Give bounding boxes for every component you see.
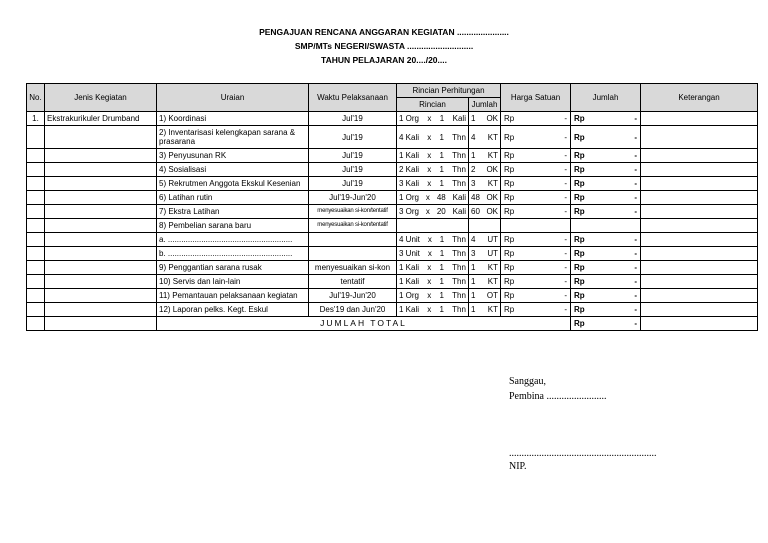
cell-jenis (45, 289, 157, 303)
table-row (27, 261, 758, 275)
harga-dash: - (564, 249, 568, 258)
rincian-x: x (427, 132, 432, 142)
harga-dash: - (564, 193, 568, 202)
cell-jumlah (571, 275, 641, 289)
cell-jenis (45, 219, 157, 233)
cell-jenis (45, 275, 157, 289)
cell-keterangan (641, 303, 758, 317)
jumlah-unit: KT (487, 277, 499, 286)
harga-dash: - (564, 291, 568, 300)
cell-jumlah-unit (469, 191, 501, 205)
cell-no (27, 191, 45, 205)
cell-jenis (45, 205, 157, 219)
harga-dash: - (564, 151, 568, 160)
harga-dash: - (564, 305, 568, 314)
year-line: TAHUN PELAJARAN 20..../20.... (321, 55, 447, 65)
col-keterangan: Keterangan (641, 84, 758, 112)
cell-harga (501, 219, 571, 233)
cell-jumlah-unit (469, 205, 501, 219)
rincian-x: x (425, 193, 430, 202)
jumlah-qty: 3 (471, 249, 476, 258)
cell-jenis (45, 303, 157, 317)
table-row (27, 219, 758, 233)
jumlah-qty: 1 (471, 151, 476, 160)
cell-jumlah-unit (469, 289, 501, 303)
harga-rp: Rp (504, 179, 515, 188)
rincian-qty: 3 Org (399, 207, 420, 216)
cell-jumlah-unit (469, 126, 501, 149)
col-uraian: Uraian (157, 84, 309, 112)
rincian-unit: Thn (452, 263, 466, 272)
rincian-x: x (427, 291, 432, 300)
cell-uraian: 10) Servis dan lain-lain (157, 275, 309, 289)
cell-rincian (397, 261, 469, 275)
cell-rincian (397, 163, 469, 177)
cell-uraian: 3) Penyusunan RK (157, 149, 309, 163)
cell-jumlah-unit (469, 247, 501, 261)
col-waktu: Waktu Pelaksanaan (309, 84, 397, 112)
jumlah-qty: 2 (471, 165, 476, 174)
rincian-qty: 3 Kali (399, 179, 420, 188)
jumlah-dash: - (634, 151, 638, 160)
cell-waktu: Jul'19 (309, 177, 397, 191)
harga-dash: - (564, 114, 568, 123)
rincian-num: 1 (439, 263, 444, 272)
total-no (27, 317, 45, 331)
cell-uraian: 6) Latihan rutin (157, 191, 309, 205)
cell-uraian: 2) Inventarisasi kelengkapan sarana & prasarana (157, 126, 309, 149)
cell-no (27, 275, 45, 289)
jumlah-rp: Rp (574, 165, 585, 174)
table-row (27, 205, 758, 219)
signature-role: Pembina ........................ (509, 391, 607, 402)
jumlah-dash: - (634, 207, 638, 216)
jumlah-rp: Rp (574, 235, 585, 244)
harga-rp: Rp (504, 207, 515, 216)
jumlah-rp: Rp (574, 193, 585, 202)
rincian-qty: 1 Kali (399, 263, 420, 272)
harga-dash: - (564, 277, 568, 286)
jumlah-rp: Rp (574, 207, 585, 216)
jumlah-qty: 1 (471, 114, 476, 123)
rincian-qty: 1 Kali (399, 277, 420, 286)
cell-jumlah (571, 303, 641, 317)
jumlah-qty: 1 (471, 263, 476, 272)
jumlah-rp: Rp (574, 263, 585, 272)
jumlah-dash: - (634, 249, 638, 258)
cell-keterangan (641, 219, 758, 233)
table-row (27, 149, 758, 163)
rincian-num: 1 (439, 291, 444, 300)
cell-jenis (45, 163, 157, 177)
cell-no (27, 289, 45, 303)
cell-harga (501, 303, 571, 317)
rincian-num: 1 (439, 305, 444, 314)
cell-rincian (397, 205, 469, 219)
school-line: SMP/MTs NEGERI/SWASTA ............................ (294, 41, 474, 51)
jumlah-dash: - (634, 291, 638, 300)
rincian-qty: 2 Kali (399, 165, 420, 174)
cell-keterangan (641, 149, 758, 163)
jumlah-dash: - (634, 179, 638, 188)
jumlah-qty: 1 (471, 305, 476, 314)
cell-jenis (45, 191, 157, 205)
total-label: JUMLAH TOTAL (157, 317, 571, 331)
jumlah-unit: OK (486, 114, 499, 123)
jumlah-rp: Rp (574, 179, 585, 188)
cell-jumlah (571, 191, 641, 205)
cell-harga (501, 177, 571, 191)
table-row (27, 275, 758, 289)
col-jenis: Jenis Kegiatan (45, 84, 157, 112)
rincian-unit: Thn (452, 165, 466, 174)
rincian-qty: 1 Org (399, 291, 420, 300)
jumlah-unit: UT (487, 235, 499, 244)
cell-harga (501, 205, 571, 219)
rincian-num: 1 (439, 114, 445, 123)
cell-jumlah (571, 112, 641, 126)
rincian-unit: Kali (452, 207, 466, 216)
rincian-num: 48 (436, 193, 446, 202)
rincian-qty: 1 Kali (399, 151, 420, 160)
signature-place: Sanggau, (509, 376, 546, 387)
cell-rincian (397, 233, 469, 247)
jumlah-dash: - (634, 114, 638, 123)
jumlah-qty: 3 (471, 179, 476, 188)
cell-jenis (45, 261, 157, 275)
col-no: No. (27, 84, 45, 112)
table-row (27, 191, 758, 205)
harga-rp: Rp (504, 114, 515, 123)
harga-rp: Rp (504, 235, 515, 244)
cell-rincian (397, 247, 469, 261)
jumlah-unit: KT (487, 305, 499, 314)
cell-harga (501, 261, 571, 275)
cell-no (27, 205, 45, 219)
cell-jumlah-unit (469, 112, 501, 126)
rincian-unit: Thn (452, 235, 466, 244)
col-harga: Harga Satuan (501, 84, 571, 112)
table-row (27, 163, 758, 177)
cell-jenis: Ekstrakurikuler Drumband (45, 112, 157, 126)
cell-jenis (45, 247, 157, 261)
cell-waktu: Jul'19 (309, 163, 397, 177)
rincian-x: x (427, 277, 432, 286)
jumlah-qty: 48 (471, 193, 480, 202)
cell-uraian: 5) Rekrutmen Anggota Ekskul Kesenian (157, 177, 309, 191)
rincian-x: x (427, 305, 432, 314)
jumlah-rp: Rp (574, 132, 585, 142)
jumlah-unit: OK (486, 165, 499, 174)
table-row (27, 126, 758, 149)
jumlah-rp: Rp (574, 114, 585, 123)
harga-rp: Rp (504, 291, 515, 300)
rincian-num: 1 (439, 179, 444, 188)
cell-keterangan (641, 126, 758, 149)
jumlah-dash: - (634, 132, 638, 142)
cell-waktu: Jul'19-Jun'20 (309, 289, 397, 303)
jumlah-unit: KT (487, 151, 499, 160)
rincian-unit: Thn (452, 249, 466, 258)
cell-keterangan (641, 205, 758, 219)
cell-jumlah-unit (469, 177, 501, 191)
total-row (27, 317, 758, 331)
cell-jumlah (571, 149, 641, 163)
cell-waktu: Jul'19 (309, 126, 397, 149)
budget-table (26, 83, 758, 331)
cell-uraian: 7) Ekstra Latihan (157, 205, 309, 219)
jumlah-dash: - (634, 277, 638, 286)
jumlah-dash: - (634, 193, 638, 202)
cell-harga (501, 247, 571, 261)
total-dash: - (634, 319, 638, 328)
cell-waktu (309, 247, 397, 261)
rincian-qty: 4 Kali (399, 132, 420, 142)
harga-rp: Rp (504, 305, 515, 314)
cell-harga (501, 191, 571, 205)
jumlah-dash: - (634, 235, 638, 244)
jumlah-qty: 60 (471, 207, 480, 216)
jumlah-qty: 4 (471, 235, 476, 244)
harga-rp: Rp (504, 165, 515, 174)
jumlah-qty: 1 (471, 291, 476, 300)
cell-uraian: 1) Koordinasi (157, 112, 309, 126)
rincian-x: x (427, 114, 432, 123)
cell-no (27, 163, 45, 177)
rincian-num: 1 (439, 277, 444, 286)
cell-no (27, 126, 45, 149)
table-row (27, 303, 758, 317)
cell-rincian (397, 112, 469, 126)
jumlah-qty: 4 (471, 132, 476, 142)
cell-harga (501, 289, 571, 303)
harga-dash: - (564, 179, 568, 188)
rincian-qty: 3 Unit (399, 249, 420, 258)
rincian-x: x (425, 207, 430, 216)
cell-keterangan (641, 275, 758, 289)
harga-dash: - (564, 132, 568, 142)
table-row (27, 112, 758, 126)
cell-jumlah (571, 205, 641, 219)
cell-harga (501, 233, 571, 247)
cell-waktu: menyesuaikan si-kon (309, 261, 397, 275)
rincian-num: 1 (439, 151, 444, 160)
jumlah-unit: UT (487, 249, 499, 258)
table-row (27, 289, 758, 303)
rincian-x: x (427, 151, 432, 160)
cell-rincian (397, 149, 469, 163)
rincian-x: x (427, 179, 432, 188)
jumlah-dash: - (634, 165, 638, 174)
signature-nip: NIP. (509, 461, 527, 472)
cell-jumlah-unit (469, 219, 501, 233)
cell-harga (501, 275, 571, 289)
header-row (27, 84, 758, 98)
jumlah-unit: OK (486, 207, 499, 216)
cell-rincian (397, 177, 469, 191)
cell-waktu: Jul'19 (309, 112, 397, 126)
rincian-num: 1 (439, 249, 445, 258)
cell-keterangan (641, 289, 758, 303)
cell-keterangan (641, 191, 758, 205)
cell-rincian (397, 303, 469, 317)
cell-keterangan (641, 261, 758, 275)
cell-keterangan (641, 177, 758, 191)
jumlah-unit: KT (487, 263, 499, 272)
rincian-num: 20 (436, 207, 446, 216)
cell-jumlah (571, 219, 641, 233)
harga-rp: Rp (504, 132, 515, 142)
cell-no (27, 233, 45, 247)
harga-dash: - (564, 165, 568, 174)
cell-jumlah-unit (469, 275, 501, 289)
cell-jumlah (571, 163, 641, 177)
cell-no (27, 303, 45, 317)
col-rincian-group: Rincian Perhitungan (397, 84, 501, 98)
cell-jenis (45, 126, 157, 149)
jumlah-rp: Rp (574, 291, 585, 300)
cell-no (27, 149, 45, 163)
cell-jumlah-unit (469, 233, 501, 247)
cell-no (27, 247, 45, 261)
rincian-x: x (427, 165, 432, 174)
cell-keterangan (641, 233, 758, 247)
jumlah-unit: KT (487, 132, 499, 142)
cell-uraian: b. ........................................................ (157, 247, 309, 261)
harga-dash: - (564, 235, 568, 244)
col-jumlah: Jumlah (571, 84, 641, 112)
cell-rincian (397, 219, 469, 233)
rincian-unit: Thn (452, 277, 466, 286)
cell-uraian: 8) Pembelian sarana baru (157, 219, 309, 233)
cell-jumlah (571, 289, 641, 303)
harga-dash: - (564, 207, 568, 216)
rincian-x: x (427, 249, 432, 258)
cell-no (27, 177, 45, 191)
cell-no: 1. (27, 112, 45, 126)
cell-rincian (397, 126, 469, 149)
cell-uraian: 9) Penggantian sarana rusak (157, 261, 309, 275)
total-jenis (45, 317, 157, 331)
rincian-unit: Kali (452, 193, 466, 202)
jumlah-qty: 1 (471, 277, 476, 286)
cell-waktu: menyesuaikan si-kon/tentatif (309, 205, 397, 219)
harga-rp: Rp (504, 193, 515, 202)
rincian-unit: Kali (452, 114, 466, 123)
cell-uraian: 4) Sosialisasi (157, 163, 309, 177)
cell-rincian (397, 275, 469, 289)
rincian-x: x (427, 263, 432, 272)
harga-rp: Rp (504, 249, 515, 258)
rincian-unit: Thn (452, 132, 466, 142)
cell-harga (501, 149, 571, 163)
cell-waktu: menyesuaikan si-kon/tentatif (309, 219, 397, 233)
signature-line: ........................................................... (509, 448, 657, 459)
rincian-num: 1 (439, 235, 445, 244)
cell-waktu: tentatif (309, 275, 397, 289)
harga-rp: Rp (504, 263, 515, 272)
rincian-unit: Thn (452, 305, 466, 314)
rincian-qty: 4 Unit (399, 235, 420, 244)
jumlah-unit: KT (487, 179, 499, 188)
total-amount (571, 317, 641, 331)
table-row (27, 177, 758, 191)
cell-waktu (309, 233, 397, 247)
total-rp: Rp (574, 319, 585, 328)
rincian-unit: Thn (452, 179, 466, 188)
cell-jenis (45, 149, 157, 163)
cell-harga (501, 163, 571, 177)
cell-keterangan (641, 112, 758, 126)
cell-jenis (45, 233, 157, 247)
cell-no (27, 219, 45, 233)
cell-jumlah-unit (469, 303, 501, 317)
cell-uraian: 12) Laporan pelks. Kegt. Eskul (157, 303, 309, 317)
cell-uraian: a. ........................................................ (157, 233, 309, 247)
rincian-qty: 1 Kali (399, 305, 420, 314)
total-keterangan (641, 317, 758, 331)
cell-jumlah-unit (469, 149, 501, 163)
cell-waktu: Jul'19-Jun'20 (309, 191, 397, 205)
rincian-num: 1 (439, 132, 444, 142)
cell-keterangan (641, 247, 758, 261)
jumlah-rp: Rp (574, 151, 585, 160)
cell-jumlah (571, 247, 641, 261)
cell-jumlah (571, 177, 641, 191)
cell-waktu: Des'19 dan Jun'20 (309, 303, 397, 317)
document-title: PENGAJUAN RENCANA ANGGARAN KEGIATAN ...................... (259, 27, 509, 37)
rincian-unit: Thn (452, 291, 466, 300)
col-jumlah-unit: Jumlah (469, 98, 501, 112)
rincian-num: 1 (439, 165, 444, 174)
jumlah-unit: OK (486, 193, 499, 202)
cell-jumlah-unit (469, 163, 501, 177)
jumlah-rp: Rp (574, 305, 585, 314)
harga-rp: Rp (504, 151, 515, 160)
cell-rincian (397, 191, 469, 205)
rincian-x: x (427, 235, 432, 244)
jumlah-rp: Rp (574, 249, 585, 258)
cell-harga (501, 112, 571, 126)
jumlah-dash: - (634, 263, 638, 272)
cell-jumlah-unit (469, 261, 501, 275)
cell-jumlah (571, 261, 641, 275)
cell-harga (501, 126, 571, 149)
cell-jenis (45, 177, 157, 191)
cell-waktu: Jul'19 (309, 149, 397, 163)
rincian-unit: Thn (452, 151, 466, 160)
cell-no (27, 261, 45, 275)
harga-dash: - (564, 263, 568, 272)
jumlah-rp: Rp (574, 277, 585, 286)
cell-jumlah (571, 233, 641, 247)
cell-keterangan (641, 163, 758, 177)
jumlah-unit: OT (486, 291, 499, 300)
cell-uraian: 11) Pemantauan pelaksanaan kegiatan (157, 289, 309, 303)
cell-rincian (397, 289, 469, 303)
rincian-qty: 1 Org (399, 114, 420, 123)
col-rincian: Rincian (397, 98, 469, 112)
jumlah-dash: - (634, 305, 638, 314)
table-row (27, 233, 758, 247)
table-row (27, 247, 758, 261)
cell-jumlah (571, 126, 641, 149)
harga-rp: Rp (504, 277, 515, 286)
rincian-qty: 1 Org (399, 193, 420, 202)
